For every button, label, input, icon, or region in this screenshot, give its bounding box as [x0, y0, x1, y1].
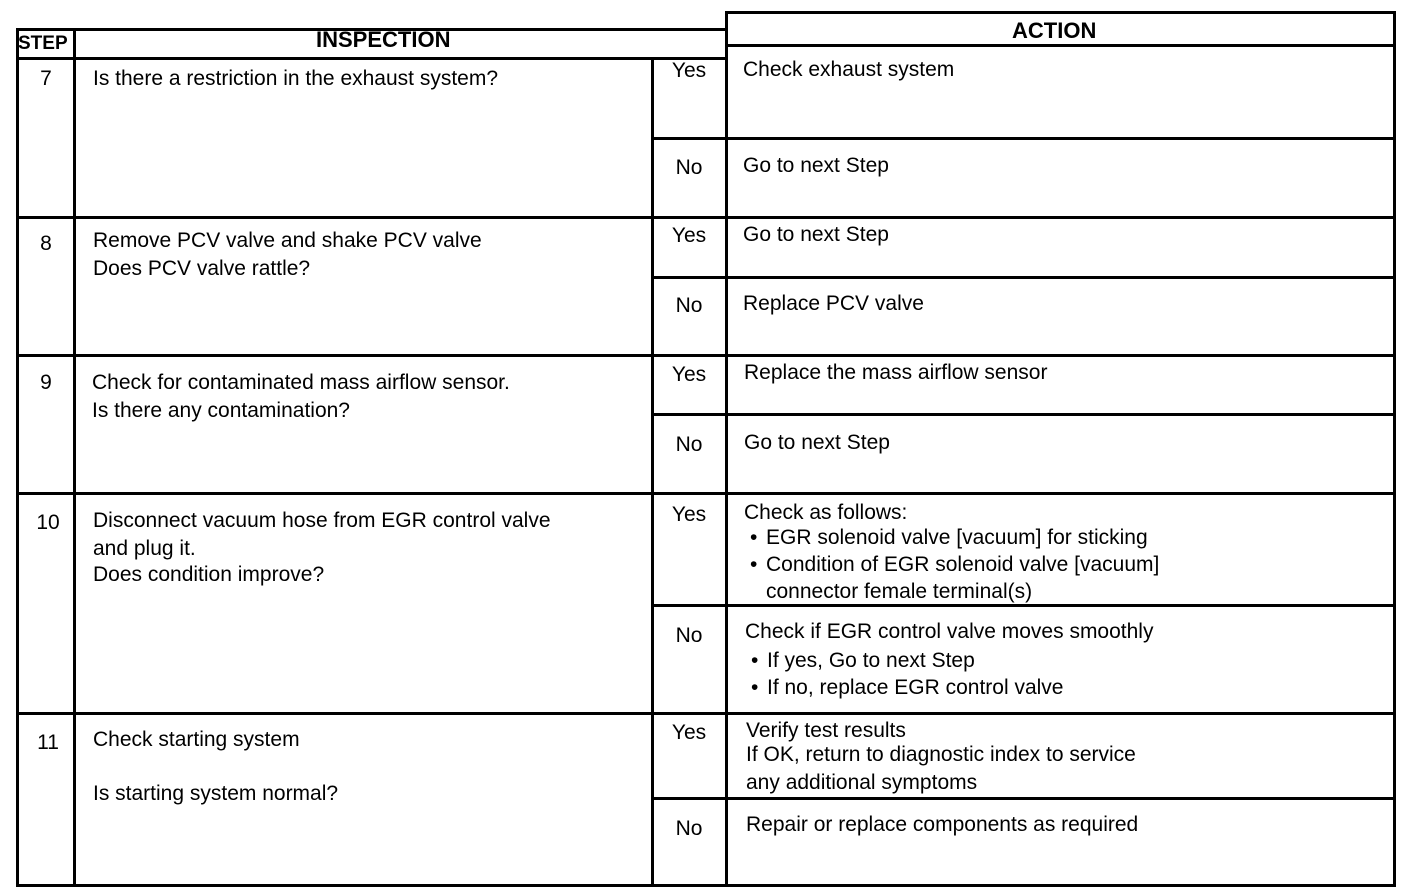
- action-bullet: • Condition of EGR solenoid valve [vacuum] connector female terminal(s): [744, 551, 1236, 605]
- step-number: 10: [36, 511, 60, 534]
- action-text: any additional symptoms: [746, 771, 978, 794]
- action-text: Verify test results: [746, 719, 906, 742]
- header-action: ACTION: [1012, 18, 1097, 43]
- yes-no-divider: [652, 276, 1396, 279]
- inspection-text: and plug it.: [93, 537, 196, 560]
- action-text: Repair or replace components as required: [746, 813, 1139, 836]
- yes-label: Yes: [671, 59, 707, 82]
- table-border-bottom: [16, 884, 1396, 887]
- table-border-right: [1393, 11, 1396, 887]
- header-divider: [16, 57, 727, 60]
- inspection-text: Check for contaminated mass airflow sensor.: [92, 371, 510, 394]
- inspection-text: Check starting system: [93, 728, 300, 751]
- no-label: No: [675, 817, 703, 840]
- row-divider: [16, 712, 1396, 715]
- step-number: 11: [37, 731, 59, 754]
- yes-label: Yes: [671, 721, 707, 744]
- action-bullet-list: [744, 524, 1236, 605]
- answer-column-divider: [651, 57, 654, 887]
- inspection-text: Is there a restriction in the exhaust system?: [93, 67, 499, 90]
- no-label: No: [675, 156, 703, 179]
- action-border-top: [725, 11, 1395, 14]
- action-text: Check as follows:: [744, 501, 908, 524]
- step-number: 7: [40, 67, 52, 90]
- action-bullet: • EGR solenoid valve [vacuum] for sticking: [744, 524, 1236, 551]
- action-text: Go to next Step: [743, 223, 889, 246]
- action-text: Replace PCV valve: [743, 292, 924, 315]
- step-number: 8: [40, 232, 52, 255]
- action-text: Go to next Step: [743, 154, 889, 177]
- header-step: STEP: [18, 33, 68, 54]
- step-column-divider: [73, 28, 76, 887]
- action-text: Check if EGR control valve moves smoothly: [745, 620, 1154, 643]
- yes-no-divider: [652, 137, 1396, 140]
- row-divider: [16, 492, 1396, 495]
- header-inspection: INSPECTION: [316, 27, 451, 52]
- no-label: No: [675, 433, 703, 456]
- yes-label: Yes: [671, 363, 707, 386]
- action-text: Go to next Step: [744, 431, 890, 454]
- inspection-text: Is there any contamination?: [92, 399, 350, 422]
- header-divider-action: [725, 44, 1395, 47]
- action-bullet: • If yes, Go to next Step: [745, 647, 1063, 674]
- row-divider: [16, 216, 1396, 219]
- no-label: No: [675, 624, 703, 647]
- row-divider: [16, 354, 1396, 357]
- action-text: Check exhaust system: [743, 58, 955, 81]
- yes-label: Yes: [671, 224, 707, 247]
- yes-no-divider: [652, 797, 1396, 800]
- no-label: No: [675, 294, 703, 317]
- yes-label: Yes: [671, 503, 707, 526]
- inspection-text: Is starting system normal?: [93, 782, 339, 805]
- inspection-text: Does condition improve?: [93, 563, 325, 586]
- yes-no-divider: [652, 413, 1396, 416]
- action-text: If OK, return to diagnostic index to service: [746, 743, 1136, 766]
- table-border-left: [16, 28, 19, 887]
- inspection-text: Does PCV valve rattle?: [93, 257, 311, 280]
- inspection-text: Disconnect vacuum hose from EGR control valve: [93, 509, 551, 532]
- inspection-text: Remove PCV valve and shake PCV valve: [93, 229, 482, 252]
- action-bullet-list: [745, 647, 1063, 701]
- step-number: 9: [40, 371, 52, 394]
- action-bullet: • If no, replace EGR control valve: [745, 674, 1063, 701]
- action-text: Replace the mass airflow sensor: [744, 361, 1048, 384]
